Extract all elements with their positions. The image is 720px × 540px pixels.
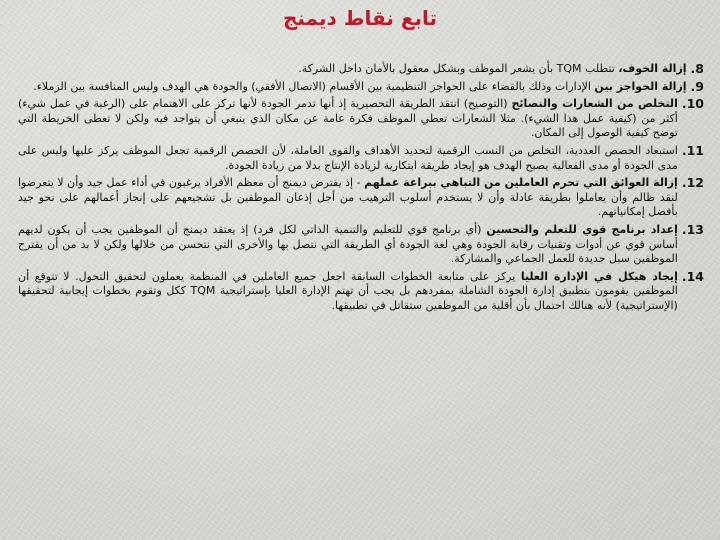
item-lead: التخلص من الشعارات والنصائح [511, 97, 678, 111]
item-body: الإدارات وذلك بالقضاء على الحواجز التنظيمية بين الأقسام (الاتصال الأفقي) والجودة هي الهدف وليس المنافسة بين الزملاء. [33, 79, 595, 93]
item-text [18, 176, 678, 220]
list-item [18, 176, 704, 220]
item-lead: إزالة العوائق التي تحرم العاملين من التباهي ببراعة عملهم [364, 176, 678, 190]
item-body: يركز على متابعة الخطوات السابقة اجعل جميع العاملين في المنظمة يعملون لتحقيق التحول. لا تتوقع أن الموظفين يقومون بتطبيق إدارة الجودة الشاملة بمفردهم بل يجب أن تهتم الإدارة العليا بإستراتيجية TQM ككل وتقوم بخطوات إيجابية لتحقيقها (الإستراتيجية) لأنه هنالك احتمال بأن أقلية من الموظفين ستقاتل في تطبيقها. [18, 269, 678, 312]
slide-title: تابع نقاط ديمنج [282, 6, 438, 30]
item-number: 12. [681, 175, 704, 191]
list-item [18, 97, 704, 141]
list-item [18, 270, 704, 314]
list-item [18, 62, 704, 77]
list-item [18, 144, 704, 173]
item-lead: إعداد برنامج قوي للتعلم والتحسين [486, 222, 678, 236]
item-text [18, 144, 678, 173]
item-text [18, 97, 678, 141]
item-number: 11. [681, 142, 704, 158]
item-text [18, 270, 678, 314]
item-body: - إذ يفترض ديمنج أن معظم الأفراد يرغبون في أداء عمل جيد وأن لا يتعرضوا لنقد ظالم وأن يعاملوا بطريقة عادلة وأن لا يستخدم أسلوب الترهيب من أجل إذعان الموظفين بل تشجيعهم على إنجاز أعمالهم على نحو جيد بأفضل إمكانياتهم. [18, 176, 678, 219]
item-body: (أي برنامج قوي للتعليم والتنمية الذاتي لكل فرد) إذ يعتقد ديمنج أن الموظفين يجب أن يكون لديهم أساس قوي عن أدوات وتقنيات رقابة الجودة وهي لغة الجودة أي الطريقة التي نتصل بها والأخرى التي نتحسن من خلالها ولكن لا بد من أن يقترح الموظفين سبل جديدة للعمل الجماعي والمشاركة. [18, 222, 678, 266]
item-number: 10. [681, 96, 704, 112]
item-number: 14. [681, 268, 704, 284]
item-body: تتطلب TQM بأن يشعر الموظف وبشكل معقول بالأمان داخل الشركة. [298, 62, 619, 75]
points-list [18, 62, 704, 317]
item-lead: إزالة الحواجز بين [594, 79, 687, 93]
item-lead: إيجاد هيكل في الإدارة العليا [520, 269, 678, 283]
item-number: 13. [681, 221, 704, 237]
item-number: 9. [690, 78, 704, 94]
item-body: (التوصيح) انتقد الطريقة التحصيرية إذ أنها تدمر الجودة لأنها تركز على الاهتمام على (الرغبة في عمل شيء) أكثر من (كيفية عمل هذا الشيء). مثلا الشعارات تعطي الموظف فكرة عامة عن مكان الذي ينبغي أن يتواجد فيه ولكن لا تعطى الخريطة التي توضح كيفية الوصول إلى المكان. [18, 97, 678, 140]
list-item [18, 223, 704, 267]
item-body: استبعاد الحصص العددية، التخلص من النسب الرقمية لتحديد الأهداف والقوى العاملة، لأن الحصص الرقمية تجعل الموظف يركز عليها وليس على مدى الجودة أو مدى الفعالية يصبح الهدف هو إيجاد طريقة ابتكارية لزيادة الإنتاج بدلا من زيادة الجودة. [18, 143, 678, 172]
item-text [18, 80, 687, 95]
item-number: 8. [690, 61, 704, 76]
item-lead: إزالة الخوف، [618, 62, 687, 75]
item-text [18, 62, 687, 77]
list-item [18, 80, 704, 95]
item-text [18, 223, 678, 267]
